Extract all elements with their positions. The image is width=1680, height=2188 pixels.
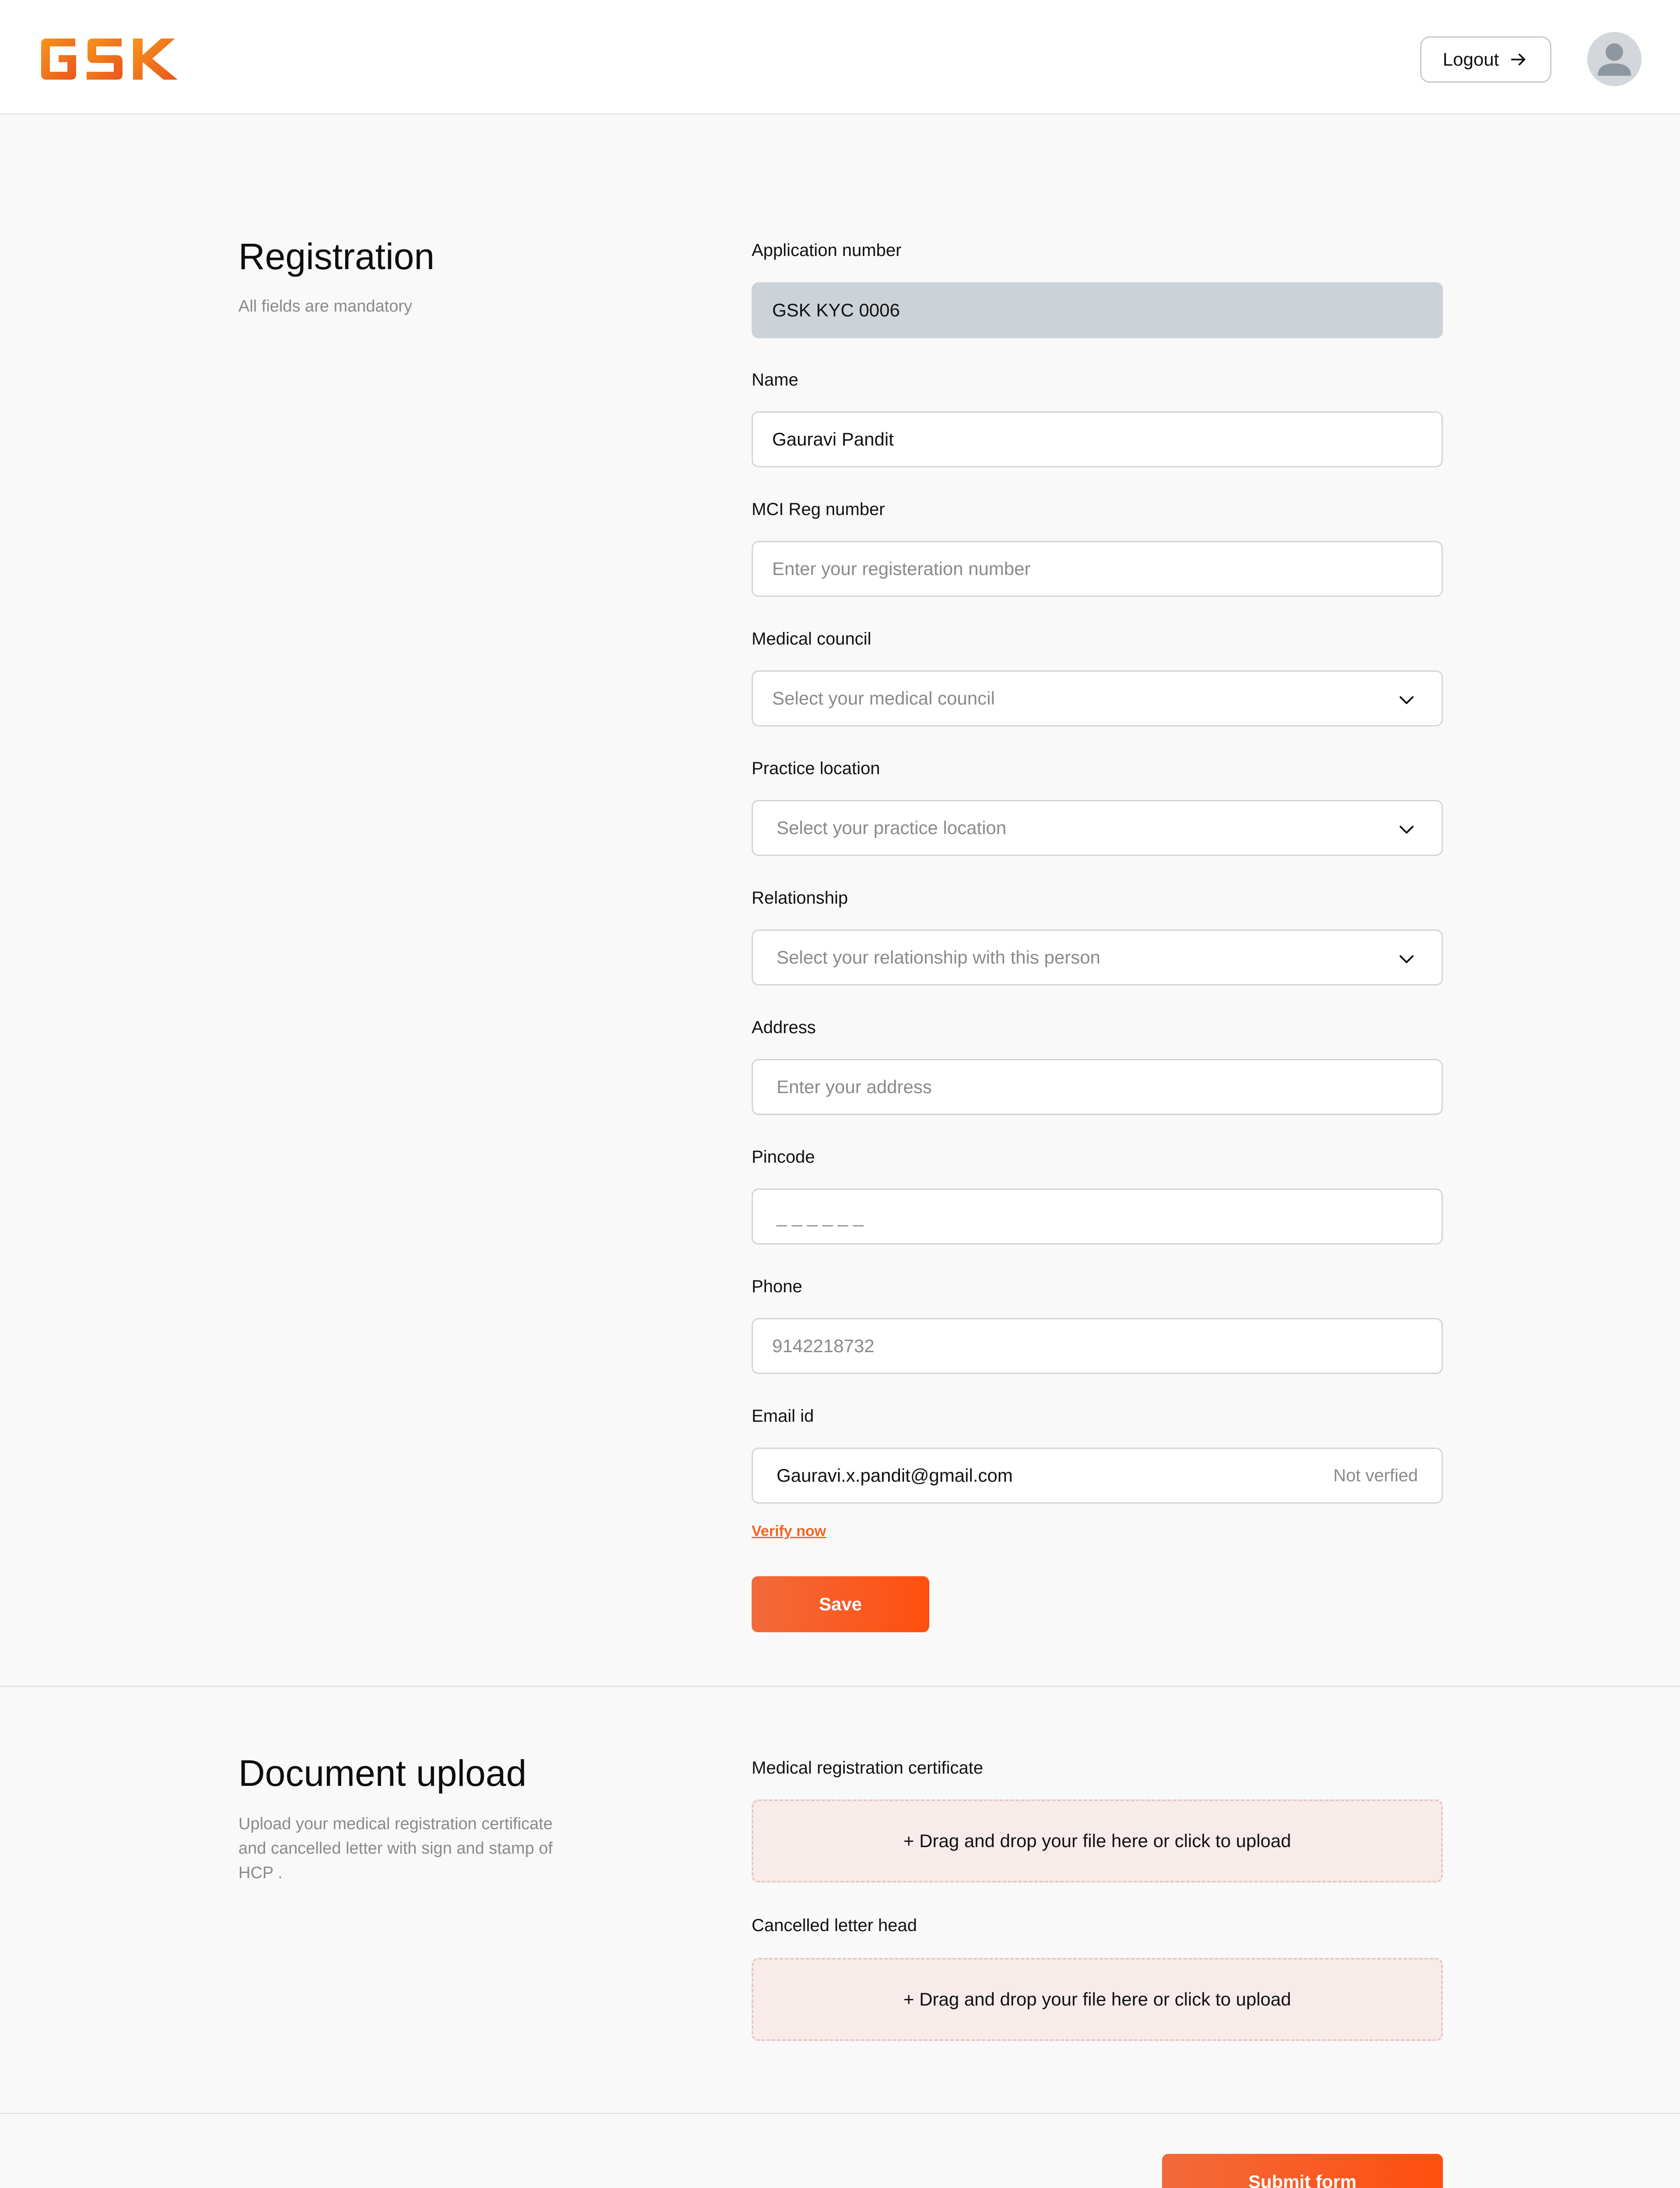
- application-number-label: Application number: [752, 241, 902, 260]
- name-value: Gauravi Pandit: [772, 429, 894, 449]
- medical-council-label: Medical council: [752, 629, 872, 649]
- letter-head-dropzone[interactable]: [752, 1958, 1443, 2041]
- verify-now-link[interactable]: Verify now: [752, 1523, 826, 1539]
- letter-head-dropzone-text: + Drag and drop your file here or click to upload: [903, 1989, 1291, 2009]
- arrow-right-icon: [1508, 49, 1529, 70]
- section-divider: [0, 1686, 1680, 1687]
- relationship-select[interactable]: [752, 929, 1443, 985]
- top-header: [0, 0, 1680, 115]
- practice-location-placeholder: Select your practice location: [777, 817, 1007, 838]
- email-label: Email id: [752, 1406, 814, 1426]
- phone-input[interactable]: [752, 1318, 1443, 1374]
- logout-label: Logout: [1442, 49, 1499, 70]
- logout-button[interactable]: [1420, 36, 1551, 83]
- relationship-placeholder: Select your relationship with this person: [777, 947, 1101, 968]
- mci-reg-label: MCI Reg number: [752, 500, 885, 519]
- phone-label: Phone: [752, 1277, 802, 1296]
- application-number-value: GSK KYC 0006: [772, 300, 900, 320]
- submit-form-button[interactable]: Submit form: [1162, 2154, 1443, 2188]
- name-input[interactable]: [752, 411, 1443, 467]
- address-placeholder: Enter your address: [777, 1076, 932, 1097]
- gsk-logo[interactable]: [38, 36, 180, 82]
- address-input[interactable]: [752, 1059, 1443, 1115]
- chevron-down-icon: [1396, 689, 1417, 710]
- medical-council-select[interactable]: [752, 670, 1443, 726]
- registration-title: Registration: [238, 236, 435, 277]
- application-number-field: [752, 282, 1443, 338]
- pincode-input[interactable]: [752, 1189, 1443, 1245]
- footer-divider: [0, 2113, 1680, 2114]
- email-value: Gauravi.x.pandit@gmail.com: [777, 1465, 1013, 1486]
- email-verification-status: Not verfied: [1333, 1466, 1418, 1485]
- registration-subtitle: All fields are mandatory: [238, 297, 413, 316]
- pincode-label: Pincode: [752, 1147, 815, 1167]
- user-icon: [1587, 32, 1642, 86]
- practice-location-select[interactable]: [752, 800, 1443, 856]
- user-avatar[interactable]: [1587, 32, 1642, 86]
- chevron-down-icon: [1396, 819, 1417, 840]
- document-upload-subtitle: Upload your medical registration certificate and cancelled letter with sign and stamp of HCP .: [238, 1815, 553, 1882]
- name-label: Name: [752, 370, 798, 389]
- phone-value: 9142218732: [772, 1336, 875, 1356]
- mci-reg-input[interactable]: [752, 541, 1443, 597]
- relationship-label: Relationship: [752, 888, 848, 908]
- medical-council-placeholder: Select your medical council: [772, 688, 995, 708]
- practice-location-label: Practice location: [752, 759, 880, 778]
- certificate-dropzone-text: + Drag and drop your file here or click to upload: [903, 1830, 1291, 1851]
- pincode-placeholder: _ _ _ _ _ _: [777, 1206, 864, 1227]
- certificate-label: Medical registration certificate: [752, 1758, 984, 1778]
- letter-head-label: Cancelled letter head: [752, 1916, 917, 1935]
- chevron-down-icon: [1396, 948, 1417, 969]
- certificate-dropzone[interactable]: [752, 1799, 1443, 1883]
- address-label: Address: [752, 1018, 816, 1037]
- document-upload-title: Document upload: [238, 1753, 527, 1794]
- mci-reg-placeholder: Enter your registeration number: [772, 558, 1031, 579]
- email-input[interactable]: [752, 1448, 1443, 1504]
- save-button[interactable]: Save: [752, 1576, 929, 1632]
